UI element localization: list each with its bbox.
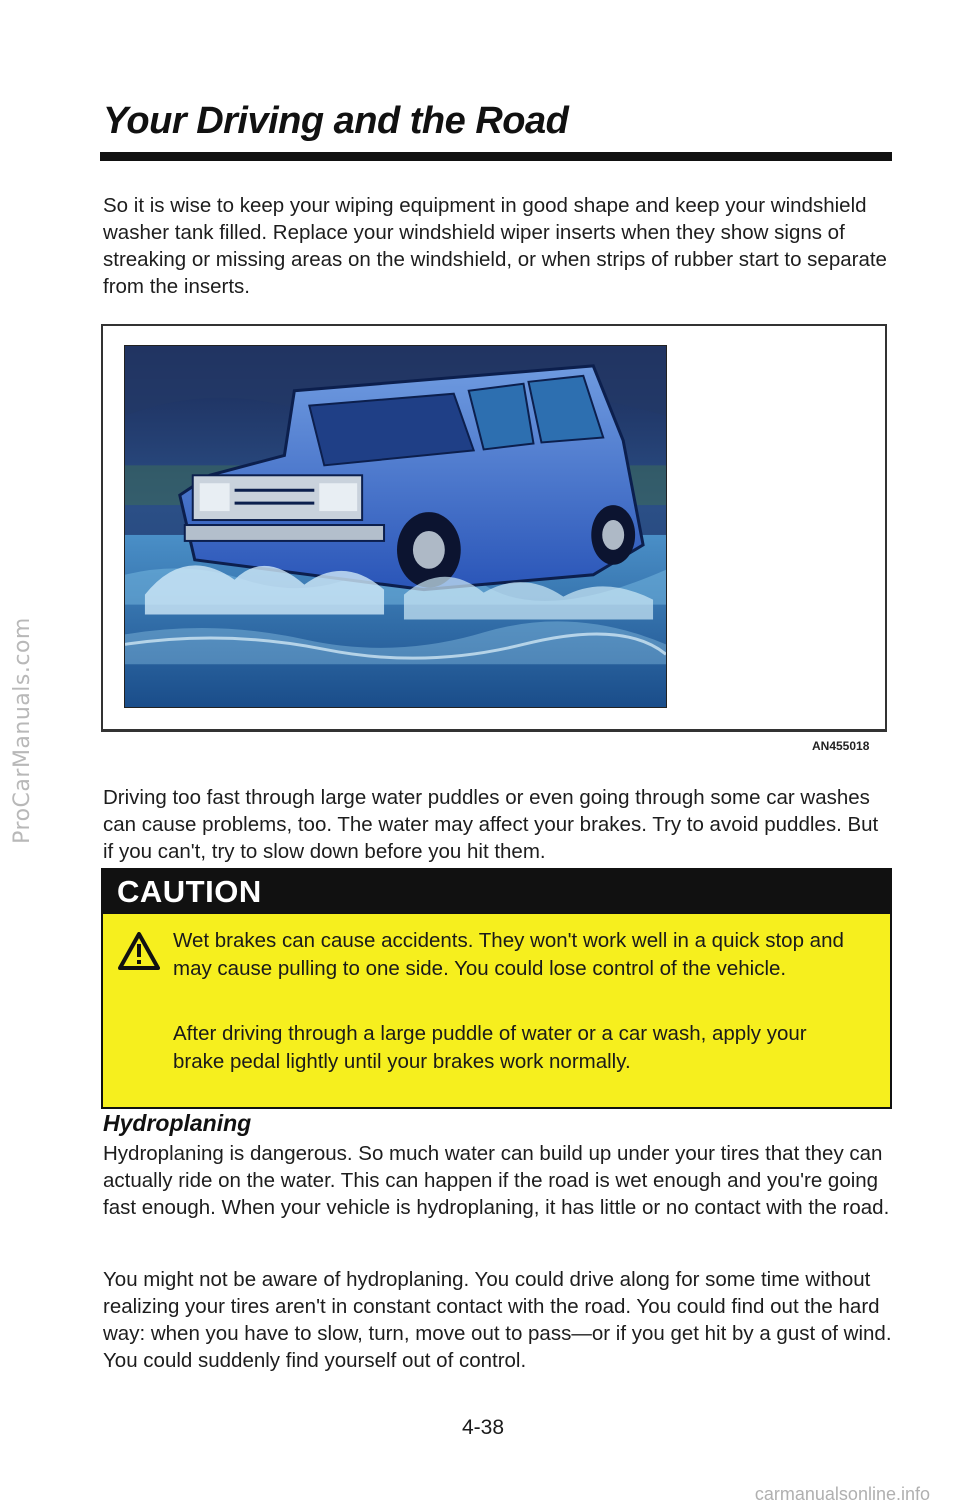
- page-number: 4-38: [462, 1416, 505, 1439]
- figure-code: AN455018: [812, 739, 870, 753]
- intro-paragraph: So it is wise to keep your wiping equipment in good shape and keep your windshield washer tank filled. Replace your windshield wiper inserts when they show signs of streaking or missing areas on the windshield, or when strips of rubber start to separate from the inserts.: [103, 194, 887, 298]
- hydroplaning-paragraph-1: Hydroplaning is dangerous. So much water can build up under your tires that they can actually ride on the water. This can happen if the road is wet enough and you're going fast enough. When your vehicle is hydroplaning, it has little or no contact with the road.: [103, 1142, 890, 1219]
- title-rule: [100, 152, 892, 161]
- puddles-paragraph: Driving too fast through large water puddles or even going through some car washes can cause problems, too. The water may affect your brakes. Try to avoid puddles. But if you can't, try to slow down before you hit them.: [103, 786, 879, 863]
- page-title: Your Driving and the Road: [103, 100, 569, 142]
- caution-text-2: After driving through a large puddle of water or a car wash, apply your brake pedal lightly until your brakes work normally.: [173, 1022, 807, 1073]
- caution-text-1: Wet brakes can cause accidents. They won't work well in a quick stop and may cause pulling to one side. You could lose control of the vehicle.: [173, 929, 844, 980]
- hydroplaning-paragraph-2: You might not be aware of hydroplaning. You could drive along for some time without realizing your tires aren't in constant contact with the road. You could find out the hard way: when you have to slow, turn, move out to pass—or if you get hit by a gust of wind. You could suddenly find yourself out of control.: [103, 1268, 892, 1372]
- caution-header: CAUTION: [103, 870, 890, 914]
- side-watermark-text: ProCarManuals.com: [9, 616, 35, 844]
- hydroplaning-heading: Hydroplaning: [103, 1110, 252, 1136]
- caution-box: [101, 868, 892, 1109]
- bottom-watermark: carmanualsonline.info: [754, 1484, 930, 1504]
- vehicle-driving-through-water-illustration: [125, 346, 666, 707]
- warning-triangle-icon: [118, 932, 160, 970]
- side-watermark: [2, 520, 42, 940]
- vehicle-water-photo: [124, 345, 667, 708]
